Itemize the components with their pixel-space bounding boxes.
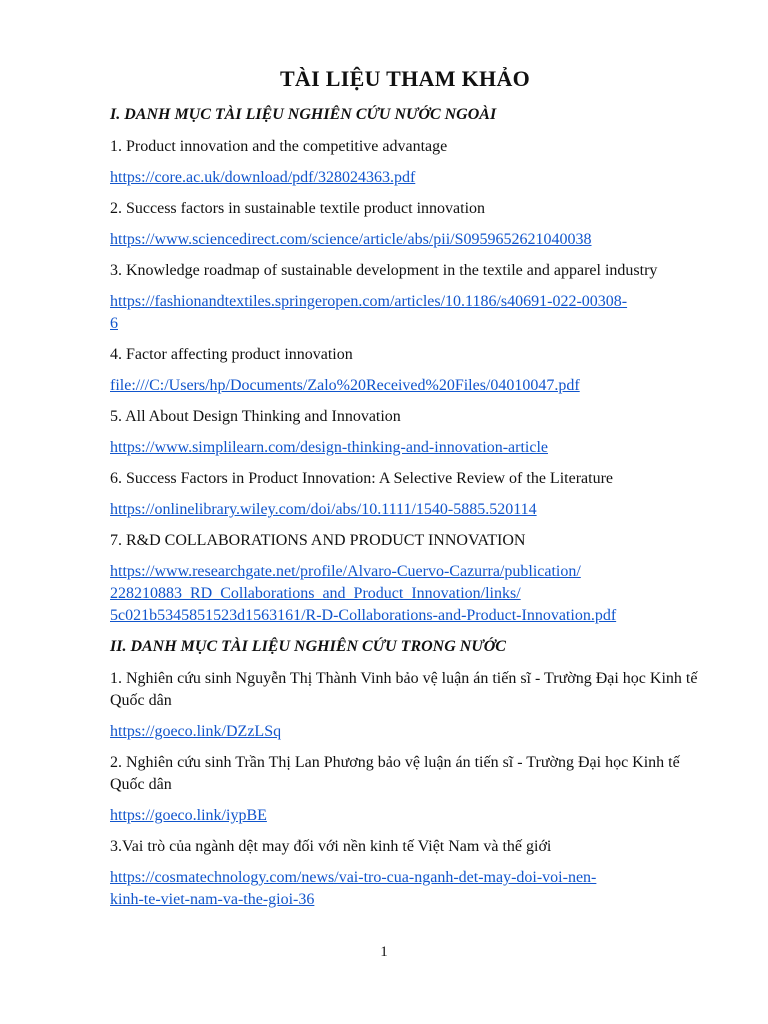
reference-title: 4. Factor affecting product innovation (110, 346, 353, 363)
reference-entry (110, 260, 700, 335)
link-line: https://goeco.link/iypBE (110, 807, 267, 824)
reference-title: 1. Product innovation and the competitive advantage (110, 138, 448, 155)
reference-link[interactable] (110, 375, 700, 397)
link-line: 228210883_RD_Collaborations_and_Product_Innovation/links/ (110, 585, 521, 602)
section-heading: II. DANH MỤC TÀI LIỆU NGHIÊN CỨU TRONG NƯỚC (110, 638, 506, 655)
section-heading: I. DANH MỤC TÀI LIỆU NGHIÊN CỨU NƯỚC NGOÀI (110, 106, 497, 123)
link-line: https://goeco.link/DZzLSq (110, 723, 282, 740)
reference-entry (110, 668, 700, 743)
link-line: https://www.simplilearn.com/design-thinking-and-innovation-article (110, 439, 548, 456)
section-foreign-references (110, 104, 700, 627)
link-line: 6 (110, 315, 118, 332)
reference-title: 7. R&D COLLABORATIONS AND PRODUCT INNOVATION (110, 532, 526, 549)
reference-title: 1. Nghiên cứu sinh Nguyễn Thị Thành Vinh bảo vệ luận án tiến sĩ - Trường Đại học Kinh tế Quốc dân (110, 670, 698, 709)
link-line: https://www.researchgate.net/profile/Alvaro-Cuervo-Cazurra/publication/ (110, 563, 581, 580)
link-line: kinh-te-viet-nam-va-the-gioi-36 (110, 891, 315, 908)
reference-title: 6. Success Factors in Product Innovation: A Selective Review of the Literature (110, 470, 613, 487)
reference-link[interactable] (110, 721, 700, 743)
reference-title: 3.Vai trò của ngành dệt may đối với nền kinh tế Việt Nam và thế giới (110, 838, 552, 855)
reference-link[interactable] (110, 167, 700, 189)
reference-entry (110, 468, 700, 521)
reference-entry (110, 406, 700, 459)
reference-link[interactable] (110, 561, 700, 627)
reference-entry (110, 344, 700, 397)
link-line: 5c021b5345851523d1563161/R-D-Collaborations-and-Product-Innovation.pdf (110, 607, 617, 624)
reference-entry (110, 530, 700, 627)
reference-link[interactable] (110, 867, 700, 911)
reference-link[interactable] (110, 437, 700, 459)
reference-link[interactable] (110, 499, 700, 521)
link-line: https://onlinelibrary.wiley.com/doi/abs/10.1111/1540-5885.520114 (110, 501, 537, 518)
reference-entry (110, 198, 700, 251)
section-domestic-references (110, 636, 700, 911)
link-line: https://cosmatechnology.com/news/vai-tro-cua-nganh-det-may-doi-voi-nen- (110, 869, 597, 886)
reference-link[interactable] (110, 229, 700, 251)
document-title: TÀI LIỆU THAM KHẢO (279, 66, 531, 91)
document-page (110, 64, 700, 920)
link-line: https://core.ac.uk/download/pdf/328024363.pdf (110, 169, 416, 186)
link-line: file:///C:/Users/hp/Documents/Zalo%20Received%20Files/04010047.pdf (110, 377, 580, 394)
reference-link[interactable] (110, 291, 700, 335)
reference-entry (110, 136, 700, 189)
reference-entry (110, 752, 700, 827)
reference-title: 2. Success factors in sustainable textile product innovation (110, 200, 486, 217)
reference-title: 5. All About Design Thinking and Innovation (110, 408, 401, 425)
link-line: https://fashionandtextiles.springeropen.com/articles/10.1186/s40691-022-00308- (110, 293, 628, 310)
link-line: https://www.sciencedirect.com/science/article/abs/pii/S0959652621040038 (110, 231, 592, 248)
page-number: 1 (380, 944, 388, 960)
reference-link[interactable] (110, 805, 700, 827)
reference-title: 3. Knowledge roadmap of sustainable development in the textile and apparel industry (110, 262, 658, 279)
reference-entry (110, 836, 700, 911)
reference-title: 2. Nghiên cứu sinh Trần Thị Lan Phương bảo vệ luận án tiến sĩ - Trường Đại học Kinh tế Quốc dân (110, 754, 680, 793)
